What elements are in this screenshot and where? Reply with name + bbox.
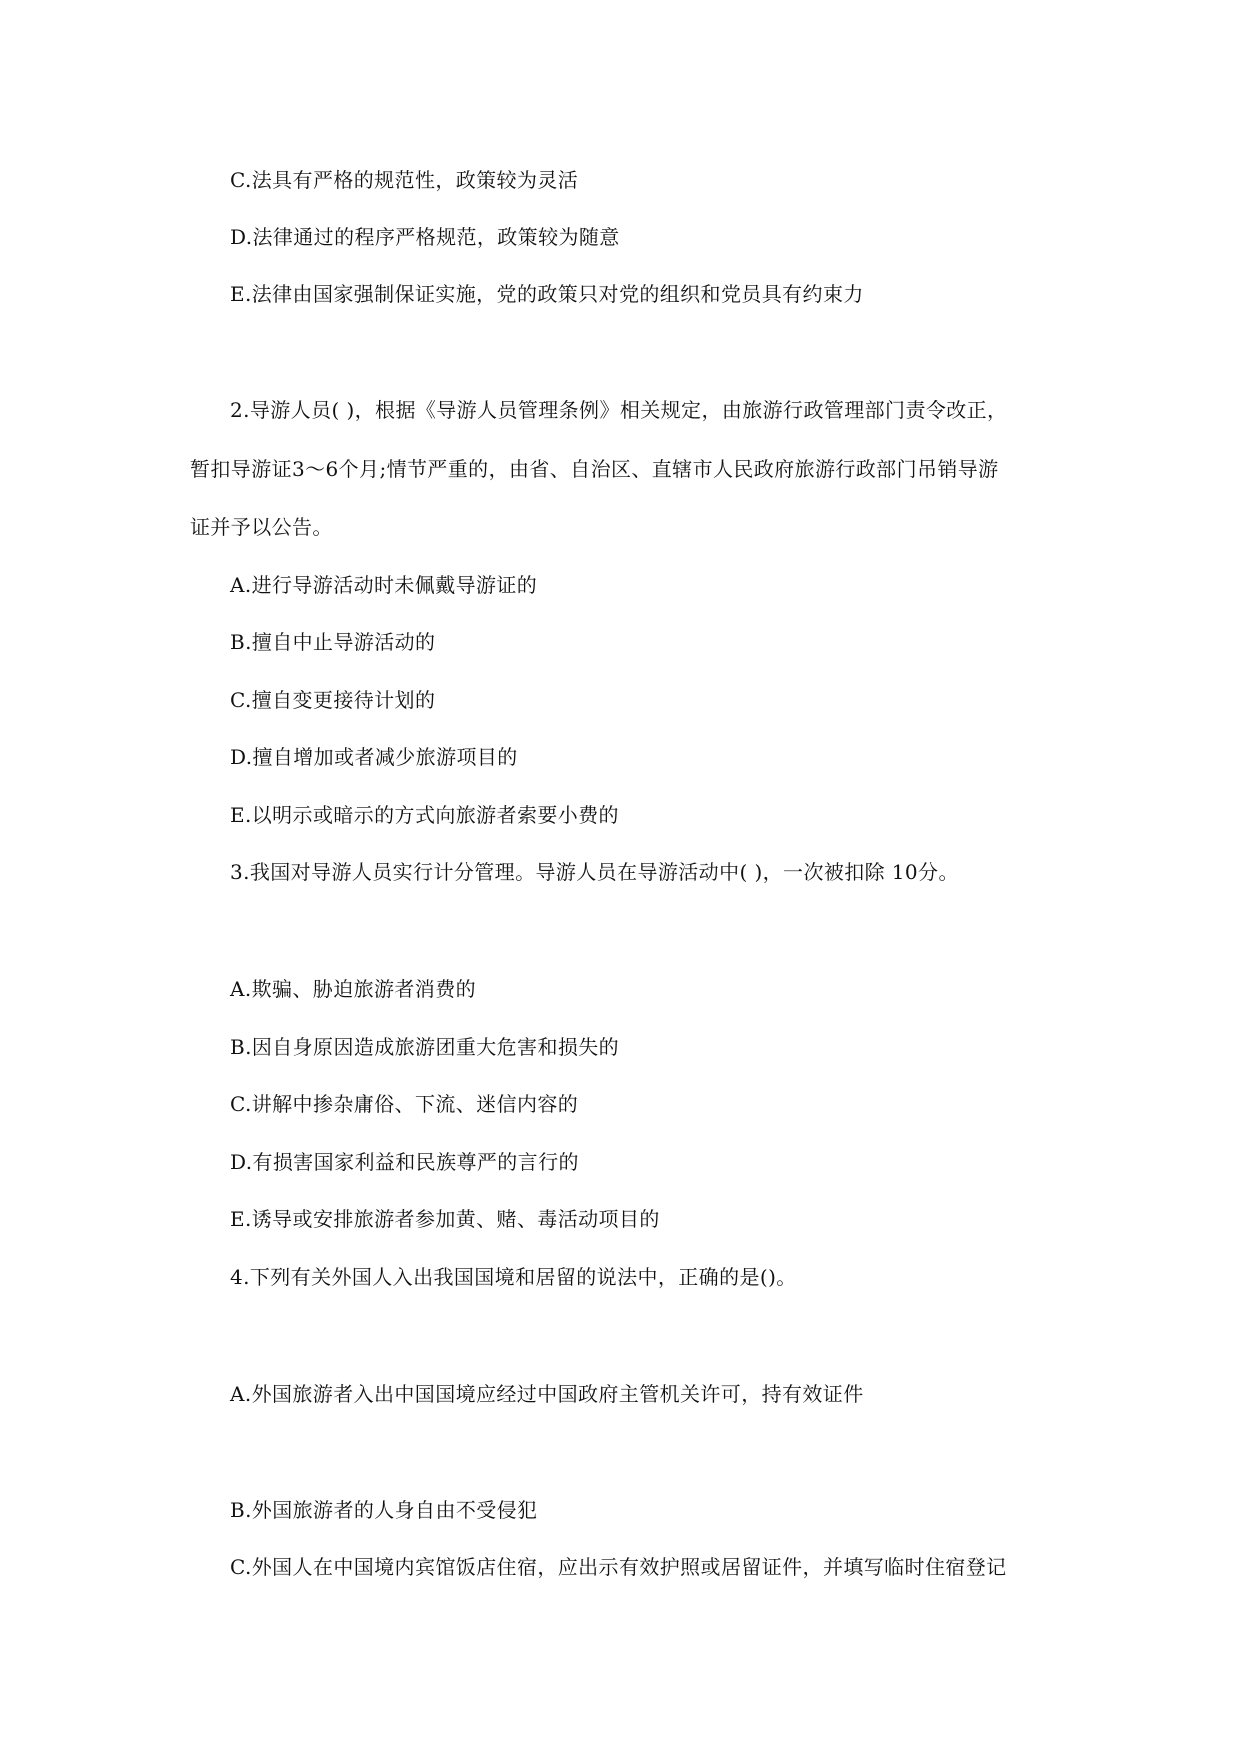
q3-option-d: D.有损害国家利益和民族尊严的言行的: [230, 1150, 579, 1174]
q3-option-c: C.讲解中掺杂庸俗、下流、迷信内容的: [230, 1092, 579, 1116]
q2-option-e: E.以明示或暗示的方式向旅游者索要小费的: [230, 803, 619, 827]
q3-option-b: B.因自身原因造成旅游团重大危害和损失的: [230, 1035, 620, 1059]
q3-option-a: A.欺骗、胁迫旅游者消费的: [230, 977, 477, 1001]
q2-option-a: A.进行导游活动时未佩戴导游证的: [230, 573, 538, 597]
q4-option-a: A.外国旅游者入出中国国境应经过中国政府主管机关许可，持有效证件: [230, 1382, 864, 1406]
q4-option-c: C.外国人在中国境内宾馆饭店住宿，应出示有效护照或居留证件，并填写临时住宿登记: [230, 1555, 1007, 1579]
q2-option-d: D.擅自增加或者减少旅游项目的: [230, 745, 518, 769]
q2-stem-line-1: 2.导游人员( )，根据《导游人员管理条例》相关规定，由旅游行政管理部门责令改正，: [230, 398, 1008, 422]
q1-option-e: E.法律由国家强制保证实施，党的政策只对党的组织和党员具有约束力: [230, 282, 864, 306]
q3-option-e: E.诱导或安排旅游者参加黄、赌、毒活动项目的: [230, 1207, 660, 1231]
q1-option-d: D.法律通过的程序严格规范，政策较为随意: [230, 225, 620, 249]
q3-stem: 3.我国对导游人员实行计分管理。导游人员在导游活动中( )，一次被扣除 10分。: [230, 860, 959, 884]
q2-option-b: B.擅自中止导游活动的: [230, 630, 436, 654]
q2-stem-line-3: 证并予以公告。: [190, 515, 333, 539]
q2-stem-line-2: 暂扣导游证3～6个月;情节严重的，由省、自治区、直辖市人民政府旅游行政部门吊销导游: [190, 457, 999, 481]
q1-option-c: C.法具有严格的规范性，政策较为灵活: [230, 168, 579, 192]
q4-stem: 4.下列有关外国人入出我国国境和居留的说法中，正确的是()。: [230, 1265, 797, 1289]
q2-option-c: C.擅自变更接待计划的: [230, 688, 436, 712]
q4-option-b: B.外国旅游者的人身自由不受侵犯: [230, 1498, 538, 1522]
